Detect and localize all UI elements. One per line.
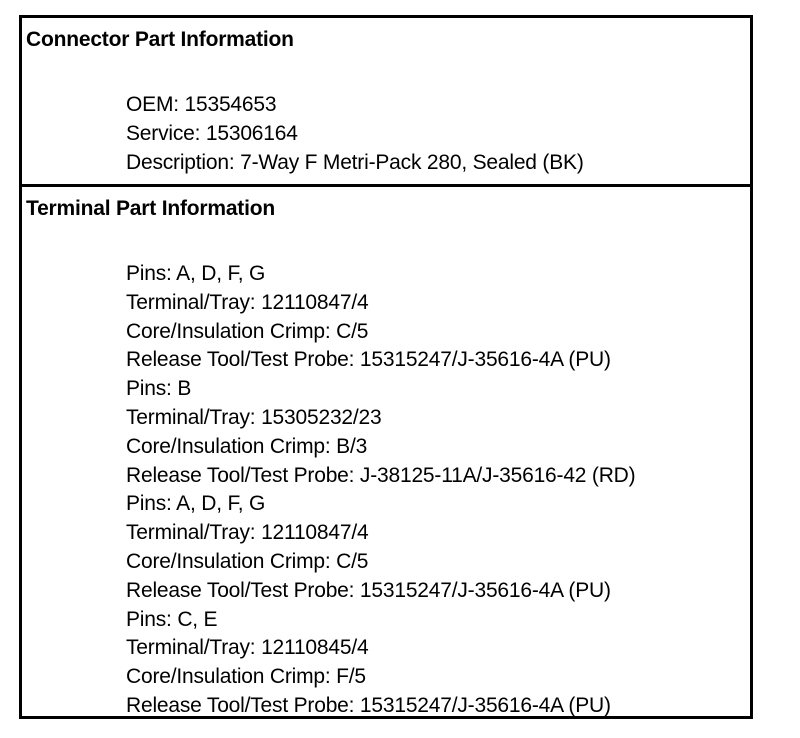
connector-part-details	[126, 91, 584, 177]
terminal-pins-line: Pins: C, E	[126, 607, 218, 631]
terminal-tray-line: Terminal/Tray: 12110847/4	[126, 290, 369, 314]
part-information-table	[19, 15, 753, 719]
terminal-release-tool-line: Release Tool/Test Probe: J-38125-11A/J-35616-42 (RD)	[126, 463, 636, 487]
terminal-crimp-line: Core/Insulation Crimp: F/5	[126, 665, 366, 689]
terminal-release-tool-line: Release Tool/Test Probe: 15315247/J-35616-4A (PU)	[126, 578, 611, 602]
terminal-part-heading: Terminal Part Information	[26, 197, 275, 220]
connector-oem-line: OEM: 15354653	[126, 93, 277, 116]
terminal-part-section	[22, 187, 750, 716]
terminal-release-tool-line: Release Tool/Test Probe: 15315247/J-35616-4A (PU)	[126, 348, 611, 372]
terminal-release-tool-line: Release Tool/Test Probe: 15315247/J-35616-4A (PU)	[126, 693, 611, 717]
terminal-pins-line: Pins: B	[126, 377, 192, 401]
connector-part-section	[22, 18, 750, 187]
terminal-crimp-line: Core/Insulation Crimp: B/3	[126, 434, 368, 458]
connector-description-line: Description: 7-Way F Metri-Pack 280, Sealed (BK)	[126, 150, 584, 174]
connector-part-heading: Connector Part Information	[26, 28, 294, 51]
terminal-pins-line: Pins: A, D, F, G	[126, 492, 266, 516]
connector-service-line: Service: 15306164	[126, 121, 298, 145]
terminal-crimp-line: Core/Insulation Crimp: C/5	[126, 319, 369, 343]
terminal-tray-line: Terminal/Tray: 15305232/23	[126, 405, 382, 429]
terminal-tray-line: Terminal/Tray: 12110845/4	[126, 636, 369, 660]
terminal-crimp-line: Core/Insulation Crimp: C/5	[126, 549, 369, 573]
terminal-part-details	[126, 260, 635, 721]
terminal-pins-line: Pins: A, D, F, G	[126, 262, 266, 285]
terminal-tray-line: Terminal/Tray: 12110847/4	[126, 521, 369, 545]
